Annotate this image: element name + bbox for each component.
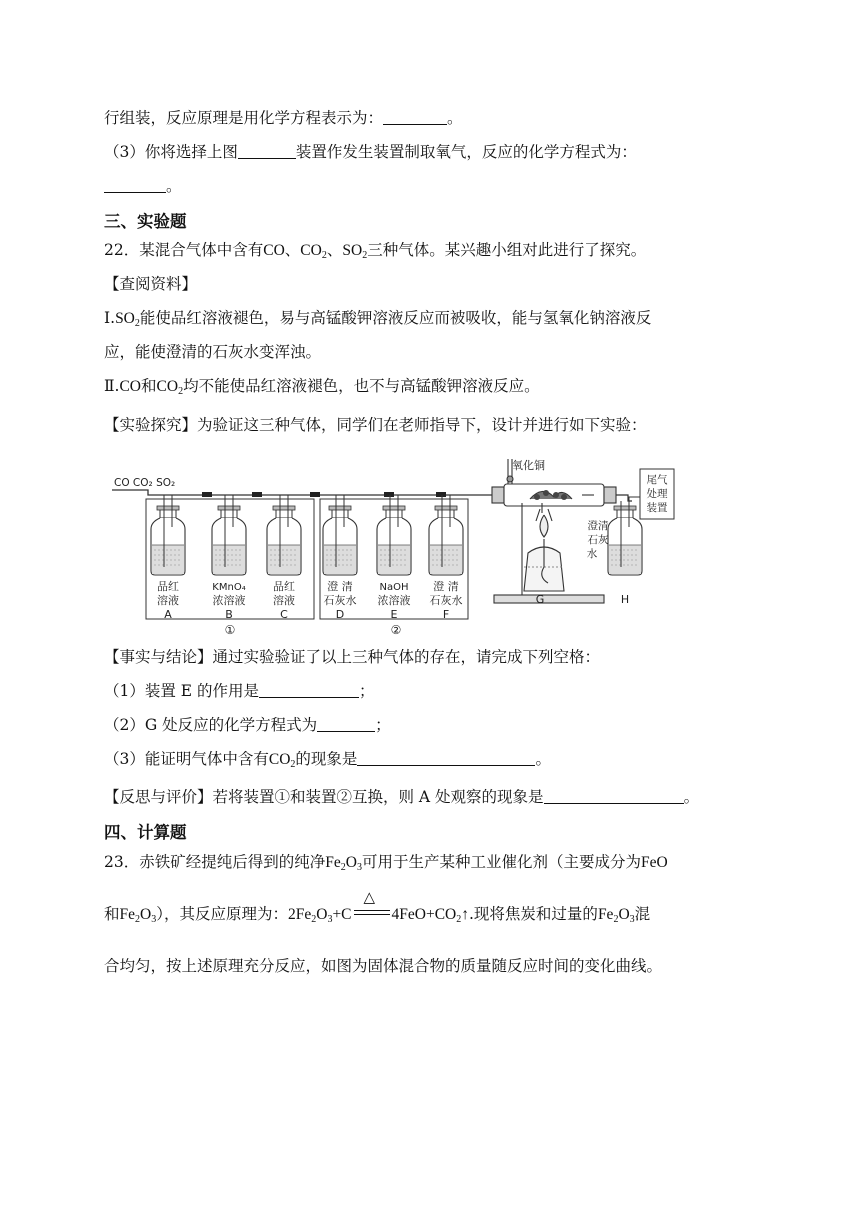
q21-line3: 。 <box>104 175 182 197</box>
reflection: 【反思与评价】若将装置①和装置②互换，则 A 处观察的现象是 。 <box>104 788 700 806</box>
answer-blank[interactable] <box>104 177 166 193</box>
answer-blank[interactable] <box>238 143 296 159</box>
answer-blank[interactable] <box>383 109 447 125</box>
bottle-c-label-1: 品红 <box>273 580 295 593</box>
q22-sub-1: （1）装置 E 的作用是 ； <box>104 682 375 700</box>
bottle-f <box>429 506 463 575</box>
tail-gas-label-1: 尾气 <box>646 474 668 486</box>
q21-line1: 行组装，反应原理是用化学方程表示为： 。 <box>104 109 463 127</box>
q22-intro: 22．某混合气体中含有CO、$CO_2$、$SO_2$三种气体。某兴趣小组对此进行了探究。 <box>104 241 647 261</box>
reference-item-1: $Ⅰ.SO_2$能使品红溶液褪色，易与高锰酸钾溶液反应而被吸收，能与氢氧化钠溶液反 <box>104 309 652 329</box>
q23-line1: 23．赤铁矿经提纯后得到的纯净$Fe_2O_3$可用于生产某种工业催化剂（主要成分为FeO <box>104 853 668 873</box>
tail-gas-label-2: 处理 <box>646 488 668 500</box>
bottle-c-label-2: 溶液 <box>273 594 295 607</box>
tail-gas-label-3: 装置 <box>646 502 668 514</box>
experiment-intro: 【实验探究】为验证这三种气体，同学们在老师指导下，设计并进行如下实验： <box>104 416 647 434</box>
heating-equals-sign: △ <box>352 901 392 923</box>
bottle-b-label-1: KMnO₄ <box>212 582 246 593</box>
bottle-a-letter: A <box>164 608 172 621</box>
bottle-f-label-2: 石灰水 <box>429 594 463 607</box>
bottle-f-letter: F <box>442 608 450 621</box>
bottle-b-letter: B <box>225 608 233 621</box>
bottle-a <box>151 506 185 575</box>
q23-line3: 合均匀，按上述原理充分反应，如图为固体混合物的质量随反应时间的变化曲线。 <box>104 957 663 975</box>
bottle-e-letter: E <box>390 608 398 621</box>
bottle-c-letter: C <box>280 608 288 621</box>
bottle-a-label-1: 品红 <box>157 580 179 593</box>
bottle-c <box>267 506 301 575</box>
bottle-d-label-1: 澄 清 <box>327 580 353 593</box>
section-heading-calculation: 四、计算题 <box>104 823 187 842</box>
bottle-e-label-2: 浓溶液 <box>377 594 411 607</box>
reference-item-2: Ⅱ.CO和$CO_2$均不能使品红溶液褪色，也不与高锰酸钾溶液反应。 <box>104 377 540 397</box>
copper-oxide-label: 氧化铜 <box>512 459 545 472</box>
gas-inlet-label: CO CO₂ SO₂ <box>114 477 176 489</box>
bottle-e <box>377 506 411 575</box>
answer-blank[interactable] <box>259 682 359 698</box>
bottle-d <box>323 506 357 575</box>
h-side-label-3: 水 <box>586 548 598 560</box>
group-2-label: ② <box>390 623 402 637</box>
q22-sub-2: （2）G 处反应的化学方程式为 ； <box>104 716 391 734</box>
bottle-d-letter: D <box>335 608 345 621</box>
bottle-d-label-2: 石灰水 <box>323 594 357 607</box>
answer-blank[interactable] <box>357 750 535 766</box>
apparatus-diagram <box>112 457 712 637</box>
bottle-e-label-1: NaOH <box>379 582 409 593</box>
h-side-label-2: 石灰 <box>587 534 609 546</box>
answer-blank[interactable] <box>544 788 684 804</box>
bottle-b <box>212 506 246 575</box>
apparatus-h-letter: H <box>620 593 630 606</box>
h-side-label-1: 澄清 <box>587 520 609 532</box>
facts-heading: 【事实与结论】通过实验验证了以上三种气体的存在，请完成下列空格： <box>104 648 601 666</box>
bottle-h <box>608 506 642 575</box>
reference-item-1-cont: 应，能使澄清的石灰水变浑浊。 <box>104 343 322 361</box>
group-1-label: ① <box>224 623 236 637</box>
apparatus-g-letter: G <box>535 593 545 606</box>
answer-blank[interactable] <box>317 716 375 732</box>
q23-line2: 和$Fe_2O_3$），其反应原理为：$2Fe_2O_3+C$ △ $4FeO+CO_2↑$.现将焦炭和过量的$Fe_2O_3$混 <box>104 890 651 925</box>
reaction-equation: $2Fe_2O_3+C$ △ $4FeO+CO_2↑$ <box>287 890 469 925</box>
bottle-b-label-2: 浓溶液 <box>212 594 246 607</box>
q21-line2: （3）你将选择上图 装置作发生装置制取氧气，反应的化学方程式为： <box>104 143 637 161</box>
section-heading-experiment: 三、实验题 <box>104 212 187 231</box>
reference-heading: 【查阅资料】 <box>104 275 198 293</box>
bottle-f-label-1: 澄 清 <box>433 580 459 593</box>
q22-sub-3: （3）能证明气体中含有$CO_2$的现象是 。 <box>104 750 551 770</box>
bottle-a-label-2: 溶液 <box>157 594 179 607</box>
